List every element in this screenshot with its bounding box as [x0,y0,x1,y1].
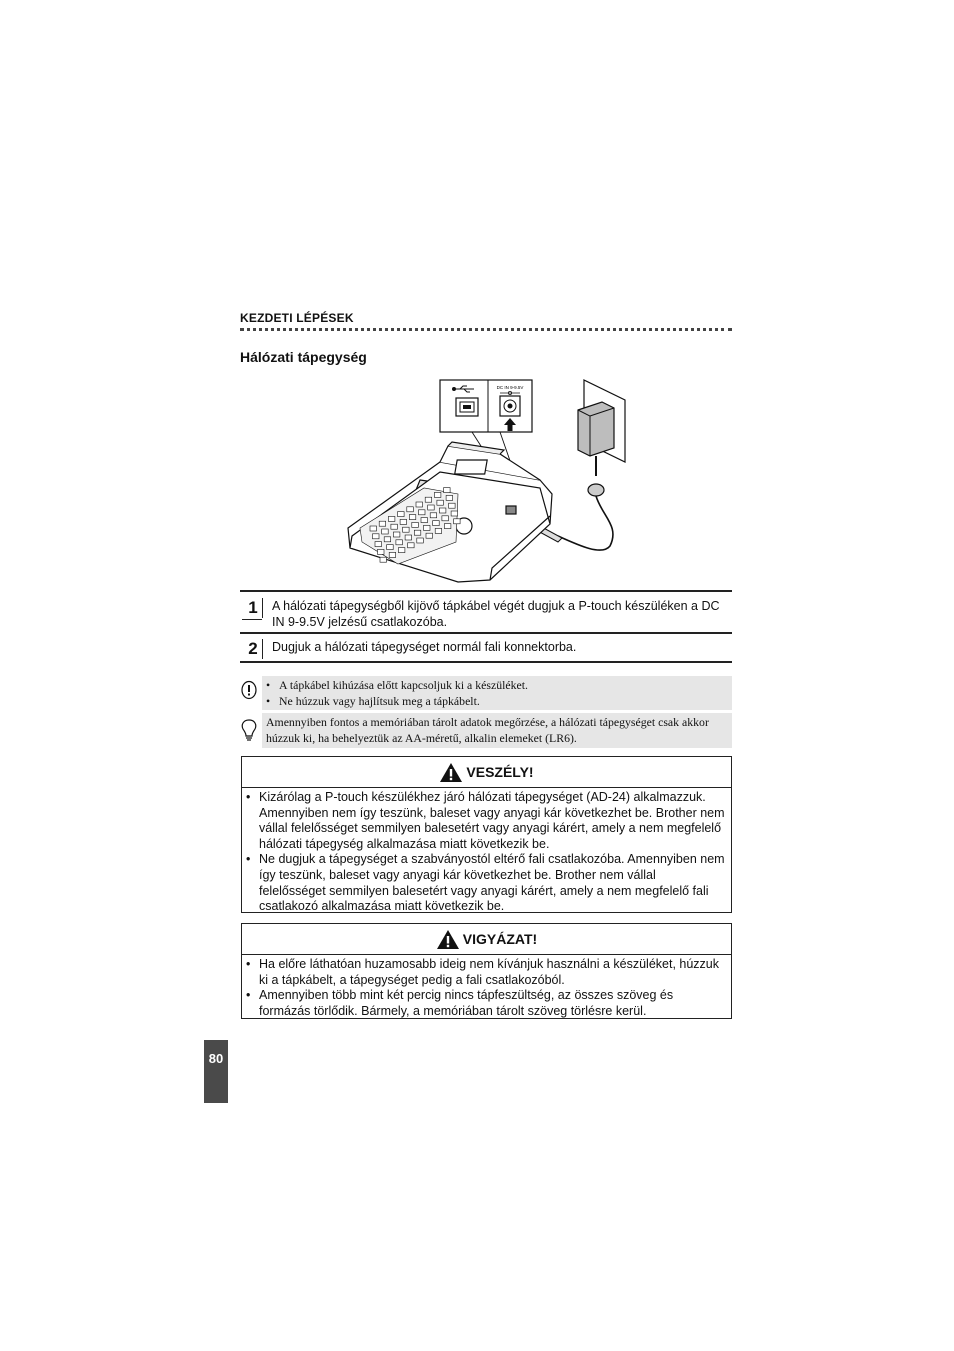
keyboard-key [389,552,396,557]
keyboard-key [393,532,400,537]
dc-in-label: DC IN 9-9.5V [496,385,524,390]
tip-note: Amennyiben fontos a memóriában tárolt adatok megőrzése, a hálózati tápegységet csak akkor húzzuk ki, ha behelyeztük az AA-méretű, alkalin elemeket (LR6). [262,713,732,748]
step-1 [240,590,732,634]
keyboard-key [373,534,380,539]
danger-item: Ne dugjuk a tápegységet a szabványostól eltérő fali csatlakozóba. Amennyiben nem így teszünk, baleset vagy anyagi kár következhet be. Brother nem vállal felelősséget semmilyen balesetért vagy anyagi kárért, amely a nem megfelelő fali csatlakozó alkalmazása miatt következik be. [259,852,725,914]
keyboard-key [380,557,387,562]
keyboard-key [454,519,461,524]
keyboard-key [414,530,421,535]
keyboard-key [449,503,456,508]
keyboard-key [442,516,449,521]
keyboard-key [416,502,423,507]
keyboard-key [439,508,446,513]
keyboard-key [408,543,415,548]
caution-note: • A tápkábel kihúzása előtt kapcsoljuk ki a készüléket. • Ne húzzuk vagy hajlítsuk meg a tápkábelt. [262,676,732,710]
keyboard-key [391,524,398,529]
keyboard-key [417,538,424,543]
keyboard-key [388,516,395,521]
keyboard-key [370,526,377,531]
keyboard-key [398,512,405,517]
step-text: Dugjuk a hálózati tápegységet normál fali konnektorba. [272,640,577,654]
caution-box: VIGYÁZAT! • Ha előre láthatóan huzamosabb ideig nem kívánjuk használni a készüléket, húzzuk ki a tápkábelt, a tápegységet pedig a fali csatlakozóból. • Amennyiben több mint két percig nincs tápfeszültség, az összes szöveg és formázás törlődik. Bármely, a memóriában tárolt szöveg törlésre kerül. [241,923,732,1019]
keyboard-key [419,510,426,515]
keyboard-key [430,513,437,518]
keyboard-key [396,540,403,545]
keyboard-key [384,537,391,542]
keyboard-key [428,505,435,510]
danger-box: VESZÉLY! • Kizárólag a P-touch készülékhez járó hálózati tápegységet (AD-24) alkalmazzuk. Amennyiben nem így teszünk, baleset vagy anyagi kár következhet be. Brother nem vállal felelősséget semmilyen balesetért vagy anyagi kárért, amely a nem megfelelő hálózati tápegység alkalmazása miatt következik be. • Ne dugjuk a tápegységet a szabványostól eltérő fali csatlakozóba. Amennyiben nem így teszünk, baleset vagy anyagi kár következhet be. Brother nem vállal felelősséget semmilyen balesetért vagy anyagi kárért, amely a nem megfelelő fali csatlakozó alkalmazása miatt következik be. [241,756,732,913]
keyboard-key [412,522,419,527]
step-text: A hálózati tápegységből kijövő tápkábel végét dugjuk a P-touch készüléken a DC IN 9-9.5V jelzésű csatlakozóba. [272,599,720,629]
caution-header [242,924,731,955]
page-number: 80 [208,1051,224,1066]
warning-triangle-icon [436,929,460,950]
step-divider [240,661,732,663]
keyboard-key [379,521,386,526]
keyboard-key [387,545,394,550]
printer-adapter-illustration [340,376,640,586]
keyboard-key [400,519,407,524]
step-number: 2 [248,639,258,658]
page-title: Hálózati tápegység [240,349,367,365]
danger-item: Kizárólag a P-touch készülékhez járó hálózati tápegységet (AD-24) alkalmazzuk. Amennyiben nem így teszünk, baleset vagy anyagi kár következhet be. Brother nem vállal felelősséget semmilyen balesetért vagy anyagi kárért, amely a nem megfelelő hálózati tápegység alkalmazása miatt következik be. [259,790,725,851]
danger-header [242,757,731,788]
note-item: Ne húzzuk vagy hajlítsuk meg a tápkábelt. [279,693,480,708]
dotted-divider [240,328,732,331]
keyboard-key [375,542,382,547]
keyboard-key [409,515,416,520]
keyboard-key [407,507,414,512]
keyboard-key [382,529,389,534]
caution-note-icon [240,680,260,704]
keyboard-key [421,518,428,523]
keyboard-key [435,528,442,533]
keyboard-key [425,497,432,502]
keyboard-key [437,500,444,505]
step-2 [240,632,732,663]
keyboard-key [451,511,458,516]
power-cable [558,496,613,550]
keyboard-key [405,535,412,540]
keyboard-key [434,492,441,497]
step-number: 1 [248,598,258,617]
note-item: A tápkábel kihúzása előtt kapcsoljuk ki a készüléket. [279,678,528,692]
keyboard-key [403,527,410,532]
keyboard-key [444,524,451,529]
keyboard-key [426,533,433,538]
keyboard-key [398,548,405,553]
keyboard-key [378,549,385,554]
keyboard-key [433,521,440,526]
lightbulb-icon [240,718,260,742]
keyboard-key [424,525,431,530]
keyboard-key [444,488,451,493]
page-number-tab [204,1040,228,1103]
caution-title: VIGYÁZAT! [462,931,538,947]
danger-title: VESZÉLY! [466,764,534,780]
caution-item: Amennyiben több mint két percig nincs tápfeszültség, az összes szöveg és formázás törlődik. Bármely, a memóriában tárolt szöveg törlésre kerül. [259,988,674,1018]
keyboard-key [446,495,453,500]
warning-triangle-icon [439,762,463,783]
caution-item: Ha előre láthatóan huzamosabb ideig nem kívánjuk használni a készüléket, húzzuk ki a tápkábelt, a tápegységet pedig a fali csatlakozóból. [259,957,719,987]
section-label: KEZDETI LÉPÉSEK [240,311,354,325]
